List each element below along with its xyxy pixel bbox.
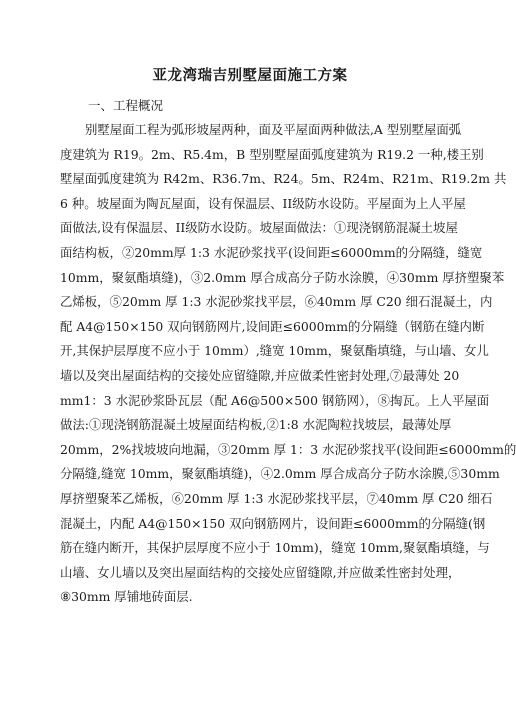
paragraph-line: 混凝土，内配 A4@150×150 双向钢筋网片，设间距≤6000mm的分隔缝(钢 bbox=[60, 515, 486, 531]
paragraph-line: 开,其保护层厚度不应小于 10mm）,缝宽 10mm，聚氨酯填缝，与山墙、女儿 bbox=[60, 343, 489, 359]
paragraph-line: 厚挤塑聚苯乙烯板，⑥20mm 厚 1:3 水泥砂浆找平层，⑦40mm 厚 C20 细石 bbox=[60, 490, 493, 506]
document-title: 亚龙湾瑞吉别墅屋面施工方案 bbox=[152, 67, 348, 84]
paragraph-line: 墙以及突出屋面结构的交接处应留缝隙,并应做柔性密封处理,⑦最薄处 20 bbox=[60, 367, 460, 383]
paragraph-line: mm1：3 水泥砂浆卧瓦层（配 A6@500×500 钢筋网），⑧掏瓦。上人平屋面 bbox=[60, 392, 490, 408]
paragraph-line: 乙烯板，⑤20mm 厚 1:3 水泥砂浆找平层，⑥40mm 厚 C20 细石混凝土，内 bbox=[60, 294, 493, 310]
paragraph-line: 配 A4@150×150 双向钢筋网片,设间距≤6000mm的分隔缝（钢筋在缝内断 bbox=[60, 318, 485, 334]
paragraph-line: 6 种。坡屋面为陶瓦屋面，设有保温层、II级防水设防。平屋面为上人平屋 bbox=[60, 195, 466, 211]
paragraph-line: 面结构板，②20mm厚 1:3 水泥砂浆找平(设间距≤6000mm的分隔缝，缝宽 bbox=[60, 244, 483, 260]
paragraph-line: 面做法,设有保温层、II级防水设防。坡屋面做法：①现浇钢筋混凝土坡屋 bbox=[60, 220, 458, 236]
paragraph-line: 山墙、女儿墙以及突出屋面结构的交接处应留缝隙,并应做柔性密封处理， bbox=[60, 564, 461, 580]
paragraph-line: 别墅屋面工程为弧形坡屋两种，面及平屋面两种做法,A 型别墅屋面弧 bbox=[85, 122, 462, 137]
paragraph-line: 度建筑为 R19。2m、R5.4m，B 型别墅屋面弧度建筑为 R19.2 一种,楼王别 bbox=[60, 146, 484, 162]
paragraph-line: 分隔缝,缝宽 10mm，聚氨酯填缝)，④2.0mm 厚合成高分子防水涂膜,⑤30mm bbox=[60, 466, 500, 482]
section-heading: 一、工程概况 bbox=[88, 98, 164, 113]
paragraph-line: 墅屋面弧度建筑为 R42m、R36.7m、R24。5m、R24m、R21m、R19.2m 共 bbox=[60, 171, 507, 187]
paragraph-line: ⑧30mm 厚铺地砖面层. bbox=[60, 589, 193, 605]
paragraph-line: 筋在缝内断开，其保护层厚度不应小于 10mm)，缝宽 10mm,聚氨酯填缝，与 bbox=[60, 540, 490, 556]
paragraph-line: 做法:①现浇钢筋混凝土坡屋面结构板,②1:8 水泥陶粒找坡层，最薄处厚 bbox=[60, 417, 452, 433]
paragraph-line: 10mm，聚氨酯填缝)，③2.0mm 厚合成高分子防水涂膜，④30mm 厚挤塑聚苯 bbox=[60, 269, 505, 285]
paragraph-line: 20mm，2%找坡坡向地漏，③20mm 厚 1：3 水泥砂浆找平(设间距≤6000mm的 bbox=[60, 441, 516, 457]
body-paragraph bbox=[60, 118, 516, 610]
